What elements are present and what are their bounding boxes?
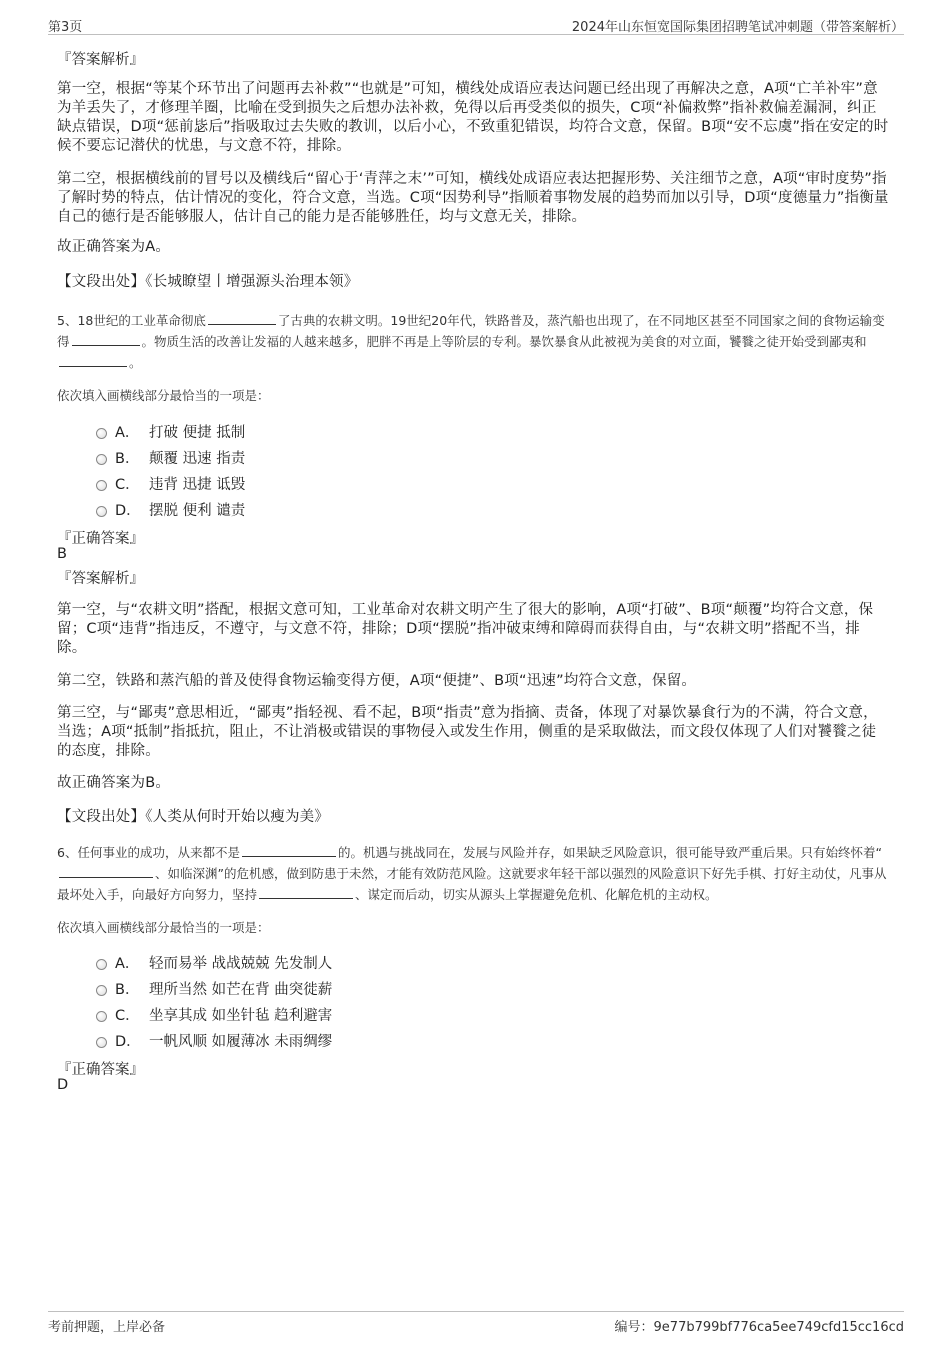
option-5d[interactable]: D． 摆脱 便利 谴责 <box>96 499 245 520</box>
radio-icon[interactable] <box>96 1011 107 1022</box>
option-6d[interactable]: D． 一帆风顺 如履薄冰 未雨绸缪 <box>96 1030 332 1051</box>
blank-3 <box>259 886 353 899</box>
radio-icon[interactable] <box>96 985 107 996</box>
analysis-paragraph-1: 第一空，与“农耕文明”搭配，根据文意可知，工业革命对农耕文明产生了很大的影响，A项“打破”、B项“颠覆”均符合文意，保留；C项“违背”指违反，不遵守，与文意不符，排除；D项“摆脱”指冲破束缚和障碍而获得自由，与“农耕文明”搭配不当，排除。 <box>57 602 874 656</box>
source-citation: 【文段出处】《人类从何时开始以瘦为美》 <box>57 809 330 825</box>
radio-icon[interactable] <box>96 1037 107 1048</box>
page-number: 第3页 <box>48 20 83 35</box>
radio-icon[interactable] <box>96 506 107 517</box>
analysis-paragraph-2: 第二空，铁路和蒸汽船的普及使得食物运输变得方便，A项“便捷”、B项“迅速”均符合文意，保留。 <box>57 673 697 689</box>
question-5-text: 5、18世纪的工业革命彻底 了古典的农耕文明。19世纪20年代，铁路普及，蒸汽船也出现了，在不同地区甚至不同国家之间的食物运输变得 。物质生活的改善让发福的人越来越多，肥胖不再是上等阶层的专利。暴饮暴食从此被视为美食的对立面，饕餮之徒开始受到鄙夷和。 <box>57 313 885 370</box>
option-6a[interactable]: A． 轻而易举 战战兢兢 先发制人 <box>96 952 332 973</box>
option-5a[interactable]: A． 打破 便捷 抵制 <box>96 421 245 442</box>
analysis-label: 『答案解析』 <box>57 571 144 587</box>
document-title: 2024年山东恒宽国际集团招聘笔试冲刺题（带答案解析） <box>571 20 904 35</box>
radio-icon[interactable] <box>96 480 107 491</box>
page-header <box>48 14 904 35</box>
analysis-paragraph-3: 第三空，与“鄙夷”意思相近，“鄙夷”指轻视、看不起，B项“指责”意为指摘、责备，体现了对暴饮暴食行为的不满，符合文意，当选；A项“抵制”指抵抗，阻止，不让消极或错误的事物侵入或发生作用，侧重的是采取做法，而文段仅体现了人们对饕餮之徒的态度，排除。 <box>57 705 878 759</box>
blank-1 <box>208 312 276 325</box>
correct-answer-label: 『正确答案』 <box>57 1062 144 1078</box>
blank-2 <box>59 865 153 878</box>
option-5c[interactable]: C． 违背 迅捷 诋毁 <box>96 473 245 494</box>
radio-icon[interactable] <box>96 454 107 465</box>
blank-3 <box>59 354 127 367</box>
option-6c[interactable]: C． 坐享其成 如坐针毡 趋利避害 <box>96 1004 332 1025</box>
page-footer <box>48 1311 904 1334</box>
question-5-prompt: 依次填入画横线部分最恰当的一项是： <box>57 388 270 403</box>
source-citation: 【文段出处】《长城瞭望丨增强源头治理本领》 <box>57 274 359 290</box>
blank-1 <box>242 844 336 857</box>
radio-icon[interactable] <box>96 959 107 970</box>
question-6-text: 6、任何事业的成功，从来都不是 的。机遇与挑战同在，发展与风险并存，如果缺乏风险意识，很可能导致严重后果。只有始终怀着“、如临深渊”的危机感，做到防患于未然，才能有效防范风险。这就要求年轻干部以强烈的风险意识下好先手棋、打好主动仗，凡事从最坏处入手，向最好方向努力，坚持 、谋定而后动，切实从源头上掌握避免危机、化解危机的主动权。 <box>57 845 887 902</box>
correct-answer-value: D <box>57 1077 69 1093</box>
option-6b[interactable]: B． 理所当然 如芒在背 曲突徙薪 <box>96 978 332 999</box>
analysis-paragraph-2: 第二空，根据横线前的冒号以及横线后“留心于‘青萍之末’”可知，横线处成语应表达把握形势、关注细节之意，A项“审时度势”指了解时势的特点，估计情况的变化，符合文意，当选。C项“因势利导”指顺着事物发展的趋势而加以引导，D项“度德量力”指衡量自己的德行是否能够服人，估计自己的能力是否能够胜任，均与文意无关，排除。 <box>57 171 889 225</box>
analysis-conclusion: 故正确答案为B。 <box>57 775 171 791</box>
blank-2 <box>72 333 140 346</box>
radio-icon[interactable] <box>96 428 107 439</box>
analysis-label: 『答案解析』 <box>57 52 144 68</box>
question-6-prompt: 依次填入画横线部分最恰当的一项是： <box>57 920 270 935</box>
footer-slogan: 考前押题，上岸必备 <box>48 1320 166 1335</box>
correct-answer-label: 『正确答案』 <box>57 531 144 547</box>
option-5b[interactable]: B． 颠覆 迅速 指责 <box>96 447 245 468</box>
analysis-conclusion: 故正确答案为A。 <box>57 239 171 255</box>
correct-answer-value: B <box>57 546 67 562</box>
analysis-paragraph-1: 第一空，根据“等某个环节出了问题再去补救”“也就是”可知，横线处成语应表达问题已经出现了再解决之意，A项“亡羊补牢”意为羊丢失了，才修理羊圈，比喻在受到损失之后想办法补救，免得以后再受类似的损失，C项“补偏救弊”指补救偏差漏洞，纠正缺点错误，D项“惩前毖后”指吸取过去失败的教训，以后小心，不致重犯错误，均符合文意，保留。B项“安不忘虞”指在安定的时候不要忘记潜伏的忧患，与文意不符，排除。 <box>57 81 889 154</box>
document-id: 编号：9e77b799bf776ca5ee749cfd15cc16cd <box>614 1320 904 1335</box>
